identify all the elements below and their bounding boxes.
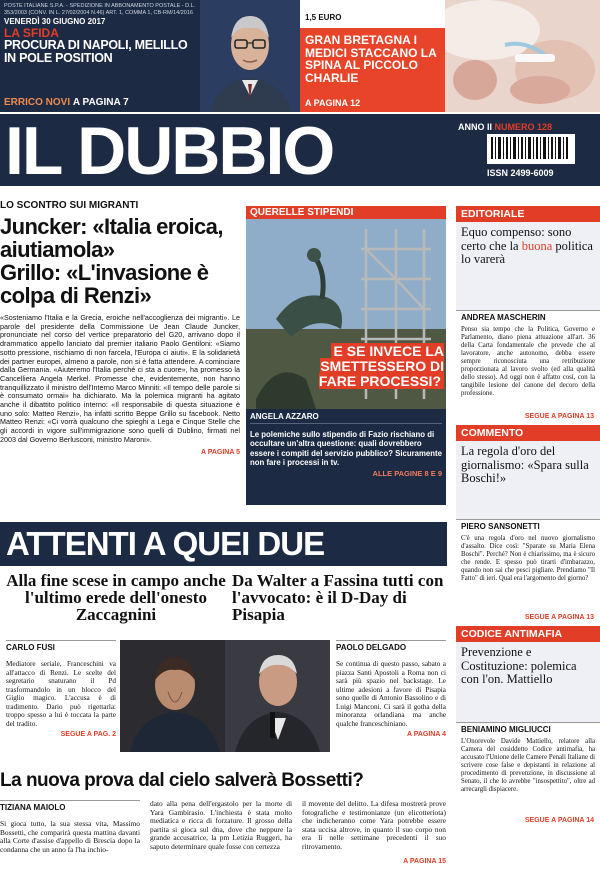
fusi-author: CARLO FUSI (6, 640, 116, 652)
lead-link[interactable]: A PAGINA 5 (200, 448, 240, 456)
editoriale-box[interactable] (456, 222, 600, 310)
bossetti-text-3: il movente del delitto. La difesa mostrerà prove fotografiche e testimonianze (un elicotteriota) che indicheranno come Yara potrebbe essere stata uccisa altrove, in quanto il suo corpo non era lì nelle settimane precedenti il suo ritrovamento. (302, 799, 446, 851)
price: 1,5 EURO (305, 13, 342, 22)
issn: ISSN 2499-6009 (487, 168, 554, 178)
fusi-link[interactable]: SEGUE A PAG. 2 (60, 731, 116, 738)
attenti-sub-left[interactable]: Alla fine scese in campo anche l'ultimo erede dell'onesto Zaccagnini (6, 571, 226, 624)
codice-author: BENIAMINO MIGLIUCCI (456, 722, 600, 736)
lead-body: «Sosteniamo l'Italia e la Grecia, eroiche nell'accoglienza dei migranti». Le parole del presidente della Commissione Ue Jean Claude Juncker, pronunciate nel corso del vertice preparatorio del G20, arrivano dopo il drammatico appello lanciato dal premier italiano Paolo Gentiloni: «Siamo sotto pressione, rischiamo di non farcela, l'Europa ci aiuti». E la solidarietà dei partner europei, almeno a parole, non si è fatta attendere. A cominciare dalla Germania. «Aiuteremo l'Italia perché ci sta a cuore», ha promesso la Cancelliera Angela Merkel. Promesse che, evidentemente, non hanno tranquillizzato il ministro dell'Interno Marco Minniti: «Il tempo delle parole si è consumato ormai» ha dichiarato. Ma la polemica migranti ha agitato anche il dibattito politico interno: «Il responsabile di questa situazione è uno solo: Matteo Renzi», ha infatti scritto Beppe Grillo su facebook. Netto Matteo Renzi: «Ci vorrà qualcuno che spieghi a Lega e Cinque Stelle che gli accordi in vigore sull'immigrazione sono quelli di Dublino, firmati nel 2003 dal Governo Berlusconi, ministro Maroni». (0, 313, 240, 444)
editoriale-author: ANDREA MASCHERIN (456, 310, 600, 324)
teaser-headline: PROCURA DI NAPOLI, MELILLO IN POLE POSITION (4, 38, 188, 65)
codice-box[interactable] (456, 642, 600, 722)
querelle-box[interactable] (246, 409, 446, 505)
top-left-teaser[interactable] (0, 0, 200, 112)
querelle-author: ANGELA AZZARO (250, 412, 442, 424)
editoriale-title-pre: Equo compenso: sono certo che la (461, 225, 572, 253)
teaser-author: ERRICO NOVI (4, 97, 71, 108)
barcode-icon (487, 134, 575, 164)
delgado-body: Se continua di questo passo, sabato a piazza Santi Apostoli a Roma non ci sarà più spazio nel backstage. Le ultime adesioni a favore di Pisapia sono quelle di Antonio Bassolino e di Luigi Manconi. Ci sarà il gotha della minoranza orlandiana ma anche qualche franceschiniano. (336, 660, 446, 728)
commento-link[interactable]: SEGUE A PAGINA 13 (524, 614, 594, 621)
editoriale-body: Penso sia tempo che la Politica, Governo e Parlamento, diano piena attuazione all'art. 36 della Carta fondamentale che prevede che al lavoratore, anche autonomo, debba essere sempre riconosciuta una retribuzione proporzionata al lavoro svolto (ed alla qualità dello stesso). Ad oggi non è affatto così, con la tangibile lesione del canone del decoro della professione. (461, 326, 595, 397)
lead-story[interactable] (0, 200, 240, 456)
querelle-overlay-headline[interactable] (283, 344, 448, 389)
man-portrait-illustration (200, 0, 300, 112)
bossetti-link[interactable]: A PAGINA 15 (403, 858, 446, 865)
numero-label: NUMERO 128 (494, 122, 553, 132)
codice-link[interactable]: SEGUE A PAGINA 14 (524, 817, 594, 824)
postal-fine-print: POSTE ITALIANE S.P.A. - SPEDIZIONE IN ABBONAMENTO POSTALE - D.L. 353/2003 (CONV. IN L. 27/02/2004 N.46) ART. 1, COMMA 1, CB-RM/14/2016 (4, 3, 196, 16)
fusi-body: Mediatore seriale, Franceschini va all'attacco di Renzi. Le scelte del segretario snaturano il Pd trasformandolo in un blocco del Giglio magico. L'accusa è di tradimento. Dario può rigettarla: troppo spesso a lui è toccata la parte del tradito. (6, 660, 116, 728)
bossetti-text-2: dato alla pena dell'ergastolo per la morte di Yara Gambirasio. L'inchiesta è stata molto mediatica e ricca di forzature. Il grosso della partita si gioca sul dna, dove che neppure la grande accusatrice, la pm Letizia Ruggeri, ha saputo determinare quale fosse con certezza (150, 799, 292, 851)
editoriale-title[interactable] (456, 222, 600, 271)
lead-headline-grillo[interactable]: Grillo: «L'invasione è colpa di Renzi» (0, 260, 209, 308)
bossetti-col1 (0, 800, 140, 854)
attenti-banner[interactable]: ATTENTI A QUEI DUE (0, 522, 447, 566)
commento-box[interactable] (456, 441, 600, 519)
editoriale-header: EDITORIALE (456, 206, 600, 222)
lead-headline-juncker[interactable]: Juncker: «Italia eroica, aiutiamola» (0, 214, 223, 262)
teaser-link[interactable] (4, 97, 129, 108)
bossetti-headline[interactable]: La nuova prova dal cielo salverà Bossetti? (0, 770, 364, 791)
querelle-overlay-text: E SE INVECE LA SMETTESSERO DI FARE PROCESSI? (318, 343, 444, 389)
querelle-text: Le polemiche sullo stipendio di Fazio rischiano di occultare un'altra questione: quali dovrebbero essere i compiti del servizio pubblico? Sicuramente non fare i processi in tv. (250, 430, 442, 468)
editoriale-title-post: politica lo varerà (461, 238, 593, 266)
issue-date: VENERDÌ 30 GIUGNO 2017 (4, 17, 106, 26)
bossetti-text-1: Si gioca tutto, la sua stessa vita, Massimo Bossetti, che comparirà questa mattina davanti alla Corte d'assise d'appello di Brescia dopo la condanna che un anno fa l'ha inchio- (0, 819, 140, 854)
attenti-left-column[interactable] (6, 640, 116, 738)
website-url[interactable]: www. dubbio.news (305, 3, 386, 13)
teaser-headline-uk: GRAN BRETAGNA I MEDICI STACCANO LA SPINA AL PICCOLO CHARLIE (305, 33, 437, 85)
baby-photo (445, 0, 600, 112)
commento-header: COMMENTO (456, 425, 600, 441)
teaser-page: A PAGINA 7 (72, 97, 129, 108)
right-column (456, 206, 600, 827)
issue-number (458, 122, 552, 132)
masthead (0, 113, 600, 189)
querelle-label: QUERELLE STIPENDI (246, 206, 446, 219)
two-politicians-illustration (120, 640, 330, 752)
attenti-sub-right[interactable]: Da Walter a Fassina tutti con l'avvocato: è il D-Day di Pisapia (232, 571, 444, 624)
delgado-author: PAOLO DELGADO (336, 640, 446, 652)
baby-hospital-illustration (445, 0, 600, 112)
delgado-link[interactable]: A PAGINA 4 (406, 731, 446, 738)
attenti-right-column[interactable] (336, 640, 446, 738)
codice-title[interactable]: Prevenzione e Costituzione: polemica con l'on. Mattiello (461, 645, 577, 686)
codice-body: L'Onorevole Davide Mattiello, relatore alla Camera del cosiddetto Codice antimafia, ha accusato l'Unione delle Camere Penali Italiane di scrivere cose false e depistanti in relazione al procedimento di prevenzione, in discussione al Senato, il che lo avrebbe "insospettito", oltre ad arrecargli dispiacere. (461, 738, 595, 793)
top-mid-teaser[interactable] (300, 0, 445, 112)
codice-header: CODICE ANTIMAFIA (456, 626, 600, 642)
newspaper-title[interactable]: IL DUBBIO (5, 113, 334, 189)
editoriale-link[interactable]: SEGUE A PAGINA 13 (524, 413, 594, 420)
querelle-link[interactable]: ALLE PAGINE 8 E 9 (372, 468, 442, 478)
maiolo-author: TIZIANA MAIOLO (0, 800, 140, 812)
commento-author: PIERO SANSONETTI (456, 519, 600, 533)
teaser-link-uk[interactable]: A PAGINA 12 (305, 98, 361, 108)
politicians-photo (120, 640, 330, 752)
portrait-photo (200, 0, 300, 112)
teaser-kicker: LA SFIDA (4, 26, 59, 40)
editoriale-title-red: buona (521, 238, 553, 253)
anno-label: ANNO II (458, 122, 493, 132)
commento-title[interactable]: La regola d'oro del giornalismo: «Spara sulla Boschi!» (461, 444, 589, 485)
barcode (487, 134, 575, 164)
lead-kicker: LO SCONTRO SUI MIGRANTI (0, 200, 139, 211)
commento-body: C'è una regola d'oro nel nuovo giornalismo d'assalto. Dice così: "Sparate su Maria Elena Boschi". Perché? Non è chiarissimo, ma è sicuro che rende. E spesso può tirarti d'imbarazzo, quando non sai che pesci pigliare. Prendiamo "Il Fatto" di ieri. Qual era l'argomento del giorno? (461, 535, 595, 582)
